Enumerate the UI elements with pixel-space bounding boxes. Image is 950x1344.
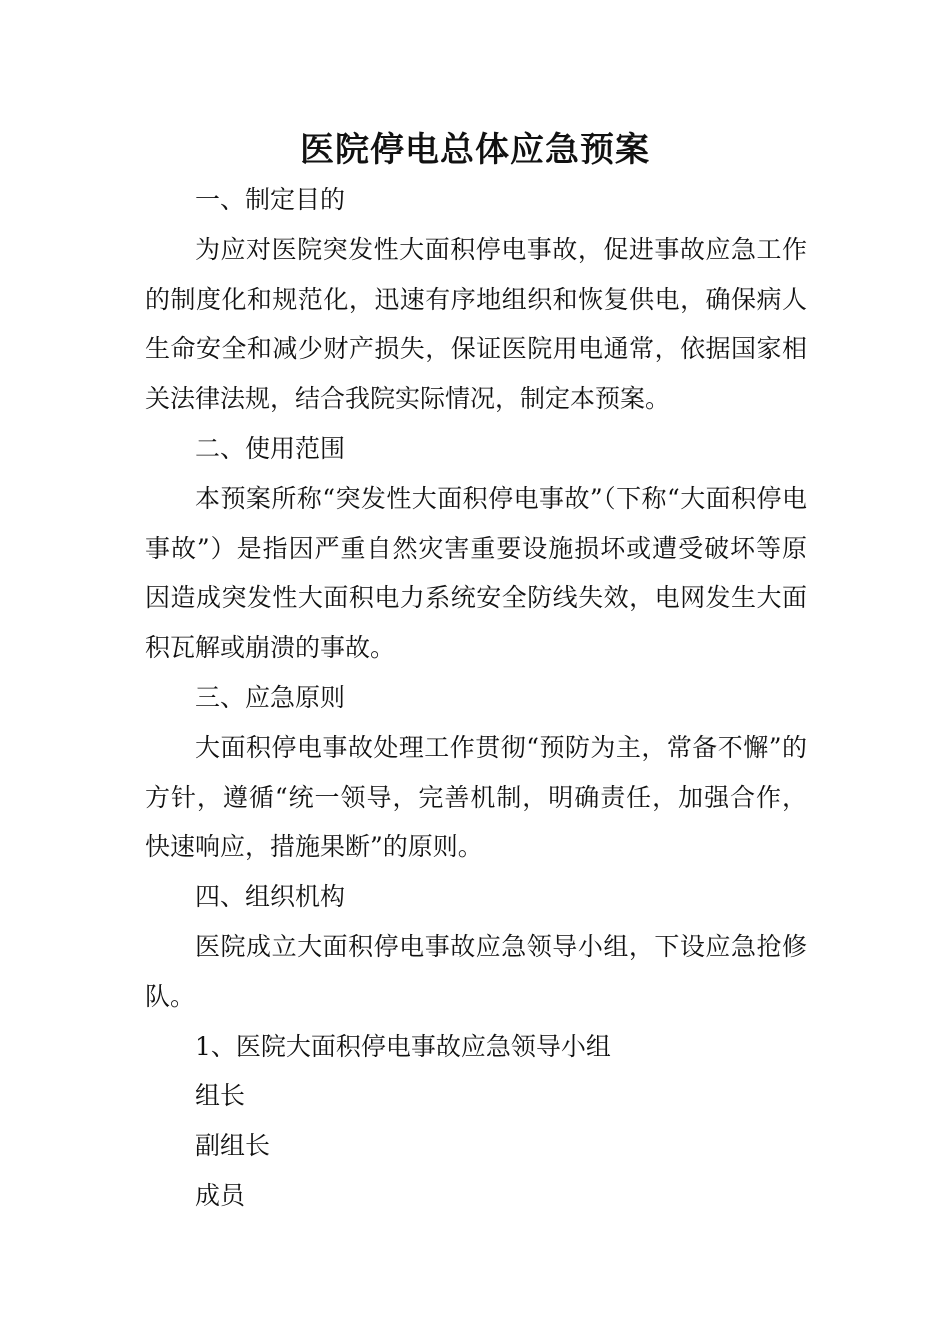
section-paragraph-principles: 大面积停电事故处理工作贯彻“预防为主，常备不懈”的方针，遵循“统一领导，完善机制，明确责任，加强合作，快速响应，措施果断”的原则。 bbox=[145, 732, 807, 862]
role-members: 成员 bbox=[195, 1180, 246, 1210]
section-heading-scope: 二、使用范围 bbox=[195, 433, 346, 463]
section-paragraph-organization: 医院成立大面积停电事故应急领导小组，下设应急抢修队。 bbox=[145, 931, 807, 1011]
section-heading-principles: 三、应急原则 bbox=[195, 682, 346, 712]
section-paragraph-purpose: 为应对医院突发性大面积停电事故，促进事故应急工作的制度化和规范化，迅速有序地组织和恢复供电，确保病人生命安全和减少财产损失，保证医院用电通常，依据国家相关法律法规，结合我院实际情况，制定本预案。 bbox=[145, 234, 807, 414]
document-body bbox=[145, 175, 807, 1221]
document-title: 医院停电总体应急预案 bbox=[300, 130, 650, 170]
role-leader: 组长 bbox=[195, 1081, 246, 1111]
section-paragraph-scope: 本预案所称“突发性大面积停电事故”（下称“大面积停电事故”）是指因严重自然灾害重要设施损坏或遭受破坏等原因造成突发性大面积电力系统安全防线失效，电网发生大面积瓦解或崩溃的事故。 bbox=[145, 483, 807, 663]
section-heading-organization: 四、组织机构 bbox=[195, 882, 346, 912]
section-heading-purpose: 一、制定目的 bbox=[195, 185, 346, 214]
role-deputy-leader: 副组长 bbox=[195, 1131, 271, 1161]
subsection-heading-leading-group: 1、医院大面积停电事故应急领导小组 bbox=[195, 1031, 611, 1061]
